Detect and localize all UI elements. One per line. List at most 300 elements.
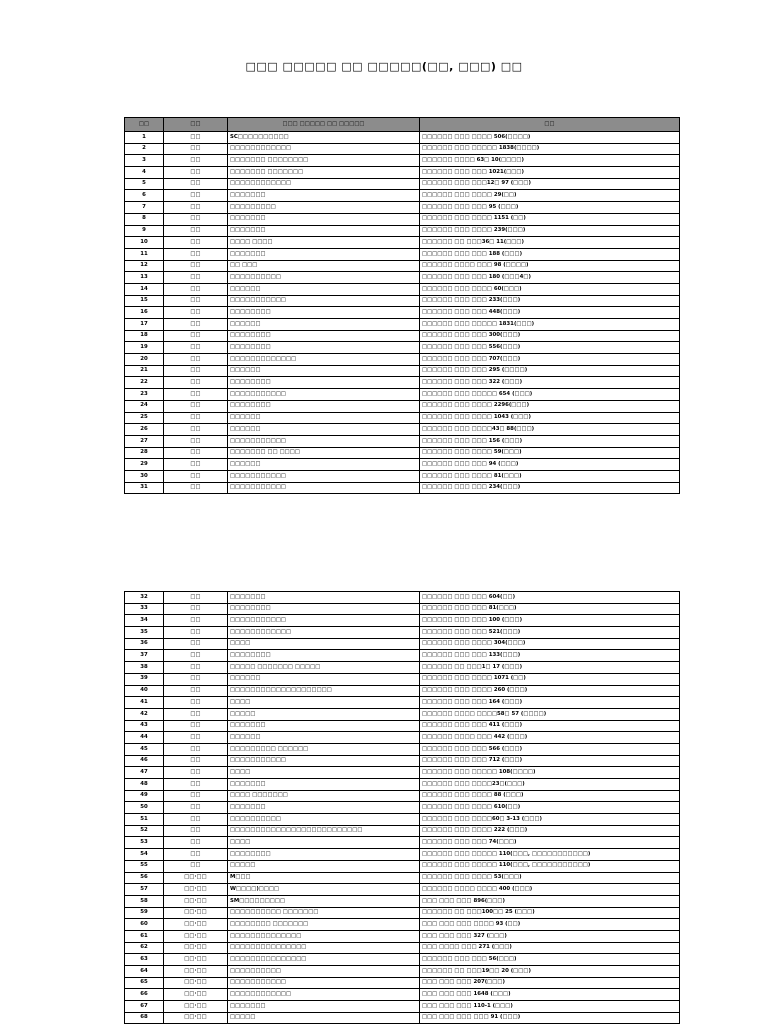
row-address: □□□□□□ □□□ □□□□ 260 (□□□): [420, 685, 680, 697]
row-category: □□: [164, 708, 228, 720]
row-address: □□□□□□ □□□ □□□ 604(□□): [420, 592, 680, 604]
table-row: [125, 662, 680, 674]
row-name: □□□□□□□□□□□: [228, 482, 420, 494]
row-address: □□□□□□ □□□ □□□ 81(□□□): [420, 603, 680, 615]
row-address: □□□□□□ □□□ □□□□60□ 3-13 (□□□): [420, 814, 680, 826]
row-number: 12: [125, 260, 164, 272]
row-category: □□: [164, 860, 228, 872]
row-name: □□□□□□□□: [228, 400, 420, 412]
row-number: 65: [125, 977, 164, 989]
row-category: □□: [164, 447, 228, 459]
row-category: □□·□□: [164, 966, 228, 978]
row-category: □□: [164, 685, 228, 697]
header-category: □□: [164, 118, 228, 132]
row-category: □□: [164, 260, 228, 272]
document-title: □□□ □□□□□ □□ □□□□□(□□, □□□) □□: [245, 60, 523, 73]
row-address: □□□□□□ □□□ □□□□43□ 88(□□□): [420, 424, 680, 436]
header-name: □□□ □□□□□ □□ □□□□□: [228, 118, 420, 132]
row-number: 11: [125, 248, 164, 260]
row-category: □□: [164, 662, 228, 674]
row-name: □□□□□□□□□□□: [228, 435, 420, 447]
table-part-2: [124, 591, 680, 1024]
row-address: □□□ □□□ □□□ 896(□□□): [420, 895, 680, 907]
row-category: □□: [164, 673, 228, 685]
row-category: □□: [164, 837, 228, 849]
row-category: □□·□□: [164, 907, 228, 919]
row-number: 61: [125, 930, 164, 942]
row-name: □□□□□□□□□□□□□□□: [228, 954, 420, 966]
row-number: 21: [125, 365, 164, 377]
row-number: 67: [125, 1001, 164, 1013]
row-address: □□□□□□ □□□ □□□12□ 97 (□□□): [420, 178, 680, 190]
row-name: □□□□: [228, 638, 420, 650]
row-address: □□□□□□ □□□ □□□□ 304(□□□): [420, 638, 680, 650]
row-address: □□□□□□ □□ □□□36□ 11(□□□): [420, 237, 680, 249]
table-row: [125, 237, 680, 249]
row-number: 13: [125, 272, 164, 284]
row-address: □□□ □□□ □□□ 1648 (□□□): [420, 989, 680, 1001]
row-address: □□□ □□□ □□□ 207(□□□): [420, 977, 680, 989]
table-row: [125, 720, 680, 732]
row-category: □□·□□: [164, 989, 228, 1001]
row-category: □□: [164, 330, 228, 342]
row-name: □□□□□□□□: [228, 330, 420, 342]
row-number: 56: [125, 872, 164, 884]
table-row: [125, 673, 680, 685]
row-address: □□□□□□ □□□ □□□ 56(□□□): [420, 954, 680, 966]
table-row: [125, 342, 680, 354]
row-number: 34: [125, 615, 164, 627]
row-address: □□□ □□□□ □□□ 271 (□□□): [420, 942, 680, 954]
row-name: □□□□□□□□□□: [228, 966, 420, 978]
row-category: □□: [164, 482, 228, 494]
row-number: 44: [125, 732, 164, 744]
row-name: □□□□□□□□: [228, 603, 420, 615]
row-address: □□□□□□ □□□ □□□ 521(□□□): [420, 627, 680, 639]
row-name: □□□□□□□□: [228, 849, 420, 861]
row-category: □□: [164, 470, 228, 482]
row-category: □□: [164, 389, 228, 401]
row-number: 52: [125, 825, 164, 837]
row-address: □□□□□□ □□□ □□□ 566 (□□□): [420, 743, 680, 755]
row-number: 41: [125, 697, 164, 709]
row-name: □□□□□□□□□□ □□□□□□□: [228, 907, 420, 919]
row-number: 39: [125, 673, 164, 685]
row-category: □□: [164, 178, 228, 190]
table-row: [125, 638, 680, 650]
row-address: □□□□□□ □□□ □□□ 1021(□□□): [420, 167, 680, 179]
table-row: [125, 919, 680, 931]
row-name: □□□□□□: [228, 319, 420, 331]
row-name: □□□□□□□□□□: [228, 814, 420, 826]
row-number: 50: [125, 802, 164, 814]
table-row: [125, 592, 680, 604]
row-category: □□·□□: [164, 872, 228, 884]
row-address: □□□□□□ □□ □□□1□ 17 (□□□): [420, 662, 680, 674]
row-name: □□ □□□: [228, 260, 420, 272]
table-row: [125, 424, 680, 436]
table-row: [125, 272, 680, 284]
row-name: □□□□□□□: [228, 190, 420, 202]
table-row: [125, 1001, 680, 1013]
row-name: □□□□□□□□□□□□□□□□□□□□□□□□□□: [228, 825, 420, 837]
row-address: □□□□□□ □□□ □□□ 448(□□□): [420, 307, 680, 319]
row-category: □□: [164, 825, 228, 837]
row-name: M□□□: [228, 872, 420, 884]
row-number: 27: [125, 435, 164, 447]
row-name: □□□□□□□□□□□: [228, 977, 420, 989]
row-category: □□: [164, 400, 228, 412]
row-number: 4: [125, 167, 164, 179]
row-address: □□□□□□ □□□ □□□□ 1151 (□□): [420, 213, 680, 225]
row-category: □□·□□: [164, 1001, 228, 1013]
table-row: [125, 1012, 680, 1024]
row-name: □□□□□□□: [228, 720, 420, 732]
row-address: □□□□□□ □□□ □□□ 556(□□□): [420, 342, 680, 354]
table-row: [125, 966, 680, 978]
row-category: □□·□□: [164, 930, 228, 942]
row-number: 20: [125, 354, 164, 366]
table-row: [125, 248, 680, 260]
row-address: □□□□□□ □□□ □□□□ 2296(□□□): [420, 400, 680, 412]
row-address: □□□□□□ □□□□ □□□□58□ 57 (□□□□): [420, 708, 680, 720]
row-category: □□: [164, 295, 228, 307]
row-address: □□□ □□□ □□□ □□□ 91 (□□□): [420, 1012, 680, 1024]
row-name: □□□□: [228, 837, 420, 849]
row-address: □□□□□□ □□□ □□□ 95 (□□□): [420, 202, 680, 214]
table-row: [125, 389, 680, 401]
row-address: □□□□□□ □□□ □□□□ 1071 (□□): [420, 673, 680, 685]
table-row: [125, 837, 680, 849]
row-number: 22: [125, 377, 164, 389]
table-row: [125, 307, 680, 319]
row-number: 43: [125, 720, 164, 732]
row-category: □□: [164, 650, 228, 662]
table-row: [125, 685, 680, 697]
table-row: [125, 954, 680, 966]
row-category: □□: [164, 307, 228, 319]
row-address: □□□□□□ □□□ □□□ 100 (□□□): [420, 615, 680, 627]
row-category: □□: [164, 377, 228, 389]
row-category: □□: [164, 459, 228, 471]
row-number: 47: [125, 767, 164, 779]
table-row: [125, 884, 680, 896]
row-category: □□: [164, 167, 228, 179]
row-category: □□: [164, 237, 228, 249]
row-number: 26: [125, 424, 164, 436]
table-row: [125, 143, 680, 155]
row-address: □□□□□□ □□ □□□100□□ 25 (□□□): [420, 907, 680, 919]
row-category: □□·□□: [164, 954, 228, 966]
row-number: 68: [125, 1012, 164, 1024]
table-part-1: [124, 117, 680, 494]
row-address: □□□□□□ □□□ □□□□ 239(□□□): [420, 225, 680, 237]
row-address: □□□□□□ □□□ □□□□□ 110(□□□, □□□□□□□□□□□): [420, 849, 680, 861]
row-name: □□□□□□□□□□: [228, 272, 420, 284]
table-row: [125, 354, 680, 366]
table-row: [125, 825, 680, 837]
table-row: [125, 400, 680, 412]
row-number: 29: [125, 459, 164, 471]
table-row: [125, 155, 680, 167]
table-row: [125, 190, 680, 202]
row-name: □□□□: [228, 697, 420, 709]
row-number: 25: [125, 412, 164, 424]
row-address: □□□□□□ □□□□ □□□ 442 (□□□): [420, 732, 680, 744]
table-row: [125, 767, 680, 779]
row-name: □□□□□□□□□□□□□□□□□□□□: [228, 685, 420, 697]
row-number: 42: [125, 708, 164, 720]
row-category: □□: [164, 814, 228, 826]
row-category: □□: [164, 248, 228, 260]
table-row: [125, 930, 680, 942]
row-name: □□□□□□□□□□□□: [228, 989, 420, 1001]
row-category: □□: [164, 155, 228, 167]
row-number: 14: [125, 283, 164, 295]
row-number: 9: [125, 225, 164, 237]
row-name: □□□□□□□: [228, 1001, 420, 1013]
row-address: □□□□□□ □□□ □□□ 94 (□□□): [420, 459, 680, 471]
row-category: □□: [164, 743, 228, 755]
row-category: □□: [164, 412, 228, 424]
row-category: □□·□□: [164, 1012, 228, 1024]
row-category: □□·□□: [164, 884, 228, 896]
row-name: □□□□□□: [228, 412, 420, 424]
table-row: [125, 377, 680, 389]
row-name: □□□□□□□□□□□: [228, 615, 420, 627]
row-name: □□□□□□□ □□□□□□□□: [228, 155, 420, 167]
table-row: [125, 213, 680, 225]
row-name: □□□□□□: [228, 732, 420, 744]
row-address: □□□□□□ □□□ □□□ 164 (□□□): [420, 697, 680, 709]
row-category: □□: [164, 802, 228, 814]
table-row: [125, 178, 680, 190]
row-number: 16: [125, 307, 164, 319]
row-category: □□·□□: [164, 895, 228, 907]
row-number: 64: [125, 966, 164, 978]
row-name: □□□□ □□□□: [228, 237, 420, 249]
row-name: □□□□□□□□□□□: [228, 295, 420, 307]
row-address: □□□□□□ □□□ □□□ 133(□□□): [420, 650, 680, 662]
row-name: □□□□□□□: [228, 248, 420, 260]
table-row: [125, 412, 680, 424]
row-name: □□□□□: [228, 860, 420, 872]
row-number: 2: [125, 143, 164, 155]
row-name: □□□□□□□: [228, 802, 420, 814]
table-row: [125, 482, 680, 494]
row-address: □□□ □□□ □□□ □□□□ 93 (□□): [420, 919, 680, 931]
row-number: 48: [125, 779, 164, 791]
row-number: 23: [125, 389, 164, 401]
row-address: □□□□□□ □□□ □□□□ 29(□□): [420, 190, 680, 202]
row-name: □□□□□□: [228, 673, 420, 685]
row-number: 55: [125, 860, 164, 872]
row-address: □□□□□□ □□□ □□□ 300(□□□): [420, 330, 680, 342]
row-address: □□□□□□ □□□ □□□ 180 (□□□4□): [420, 272, 680, 284]
row-number: 33: [125, 603, 164, 615]
table-row: [125, 755, 680, 767]
row-name: □□□□□□: [228, 365, 420, 377]
row-number: 35: [125, 627, 164, 639]
row-number: 6: [125, 190, 164, 202]
table-row: [125, 283, 680, 295]
row-number: 58: [125, 895, 164, 907]
row-name: □□□□□□□□□□□: [228, 755, 420, 767]
row-number: 60: [125, 919, 164, 931]
table-row: [125, 907, 680, 919]
row-category: □□: [164, 790, 228, 802]
row-address: □□□□□□ □□□ □□□□ 60(□□□): [420, 283, 680, 295]
row-address: □□□□□□ □□□ □□□ 295 (□□□□): [420, 365, 680, 377]
table-row: [125, 365, 680, 377]
table-row: [125, 708, 680, 720]
table-row: [125, 849, 680, 861]
row-name: □□□□□□□: [228, 592, 420, 604]
table-row: [125, 977, 680, 989]
row-name: □□□□□□□□: [228, 377, 420, 389]
row-number: 10: [125, 237, 164, 249]
row-number: 40: [125, 685, 164, 697]
row-address: □□□□□□ □□□ □□□□ 222 (□□□): [420, 825, 680, 837]
table-row: [125, 295, 680, 307]
table-row: [125, 615, 680, 627]
header-address: □□: [420, 118, 680, 132]
row-name: □□□□□□: [228, 283, 420, 295]
row-name: □□□□ □□□□□□□: [228, 790, 420, 802]
row-name: □□□□□□□□□□□: [228, 389, 420, 401]
row-address: □□□□□□ □□□ □□□ 234(□□□): [420, 482, 680, 494]
row-number: 45: [125, 743, 164, 755]
row-category: □□: [164, 720, 228, 732]
row-number: 5: [125, 178, 164, 190]
row-category: □□·□□: [164, 919, 228, 931]
row-number: 49: [125, 790, 164, 802]
row-address: □□□□□□ □□□ □□□□ 81(□□□): [420, 470, 680, 482]
row-category: □□: [164, 342, 228, 354]
row-category: □□: [164, 354, 228, 366]
row-category: □□: [164, 732, 228, 744]
header-number: □□: [125, 118, 164, 132]
row-category: □□: [164, 143, 228, 155]
table-row: [125, 895, 680, 907]
row-category: □□: [164, 424, 228, 436]
row-name: □□□□□□□□□□□□□: [228, 354, 420, 366]
row-number: 18: [125, 330, 164, 342]
row-number: 57: [125, 884, 164, 896]
row-name: □□□□□□□□□□□□□□: [228, 930, 420, 942]
row-address: □□□□□□ □□ □□□19□□ 20 (□□□): [420, 966, 680, 978]
row-address: □□□□□□ □□□ □□□ 707(□□□): [420, 354, 680, 366]
row-address: □□□□□□ □□□ □□□□ 506(□□□□): [420, 132, 680, 144]
row-address: □□□□□□ □□□ □□□□□ 1838(□□□□): [420, 143, 680, 155]
row-number: 36: [125, 638, 164, 650]
table-row: [125, 989, 680, 1001]
row-category: □□: [164, 225, 228, 237]
table-row: [125, 802, 680, 814]
row-category: □□: [164, 603, 228, 615]
row-number: 8: [125, 213, 164, 225]
row-category: □□: [164, 779, 228, 791]
table-row: [125, 860, 680, 872]
row-number: 24: [125, 400, 164, 412]
row-number: 19: [125, 342, 164, 354]
row-address: □□□□□□ □□□ □□□ 156 (□□□): [420, 435, 680, 447]
row-category: □□: [164, 132, 228, 144]
row-name: SM□□□□□□□□□: [228, 895, 420, 907]
table-row: [125, 202, 680, 214]
table-row: [125, 814, 680, 826]
row-address: □□□□□□ □□□□ □□□ 98 (□□□□): [420, 260, 680, 272]
table-row: [125, 650, 680, 662]
row-name: □□□□□ □□□□□□□ □□□□□: [228, 662, 420, 674]
row-number: 37: [125, 650, 164, 662]
row-number: 3: [125, 155, 164, 167]
row-category: □□: [164, 202, 228, 214]
row-address: □□□□□□ □□□ □□□ 411 (□□□): [420, 720, 680, 732]
row-address: □□□□□□ □□□ □□□ 322 (□□□): [420, 377, 680, 389]
row-category: □□: [164, 615, 228, 627]
row-name: □□□□□□□□□□□□: [228, 178, 420, 190]
row-name: □□□□□: [228, 1012, 420, 1024]
table-row: [125, 470, 680, 482]
row-name: □□□□□□□: [228, 213, 420, 225]
table-row: [125, 732, 680, 744]
row-number: 31: [125, 482, 164, 494]
row-number: 59: [125, 907, 164, 919]
table-row: [125, 743, 680, 755]
row-category: □□: [164, 638, 228, 650]
row-address: □□□□□□ □□□ □□□ 712 (□□□): [420, 755, 680, 767]
table-row: [125, 435, 680, 447]
table-row: [125, 942, 680, 954]
row-category: □□: [164, 755, 228, 767]
row-name: □□□□□□□: [228, 779, 420, 791]
row-address: □□□□□□ □□□ □□□□□ 654 (□□□): [420, 389, 680, 401]
row-address: □□□□□□ □□□ □□□□ 88 (□□□): [420, 790, 680, 802]
row-name: □□□□□□□□□□□□□□□: [228, 942, 420, 954]
row-address: □□□□□□ □□□ □□□□□ 110(□□□, □□□□□□□□□□□): [420, 860, 680, 872]
row-category: □□: [164, 697, 228, 709]
row-number: 63: [125, 954, 164, 966]
table-row: [125, 627, 680, 639]
row-name: □□□□□□□□□□□□: [228, 143, 420, 155]
row-category: □□: [164, 319, 228, 331]
row-name: □□□□□□□ □□□□□□□: [228, 167, 420, 179]
row-address: □□□□□□ □□□ □□□ 233(□□□): [420, 295, 680, 307]
row-name: □□□□□□□□□: [228, 202, 420, 214]
row-number: 1: [125, 132, 164, 144]
row-number: 54: [125, 849, 164, 861]
row-number: 51: [125, 814, 164, 826]
row-name: □□□□: [228, 767, 420, 779]
row-address: □□□□□□ □□□ □□□ 74(□□□): [420, 837, 680, 849]
row-name: □□□□□: [228, 708, 420, 720]
row-address: □□□□□□ □□□ □□□□□ 1831(□□□): [420, 319, 680, 331]
row-address: □□□□□□ □□□ □□□□□ 108(□□□□): [420, 767, 680, 779]
table-row: [125, 447, 680, 459]
table-row: [125, 319, 680, 331]
row-address: □□□ □□□ □□□ 110-1 (□□□): [420, 1001, 680, 1013]
table-header-row: [125, 118, 680, 132]
row-address: □□□□□□ □□□ □□□□23□(□□□): [420, 779, 680, 791]
row-number: 62: [125, 942, 164, 954]
table-row: [125, 167, 680, 179]
table-row: [125, 132, 680, 144]
row-category: □□: [164, 767, 228, 779]
row-category: □□: [164, 849, 228, 861]
row-number: 28: [125, 447, 164, 459]
row-name: □□□□□□□□ □□□□□□□: [228, 919, 420, 931]
